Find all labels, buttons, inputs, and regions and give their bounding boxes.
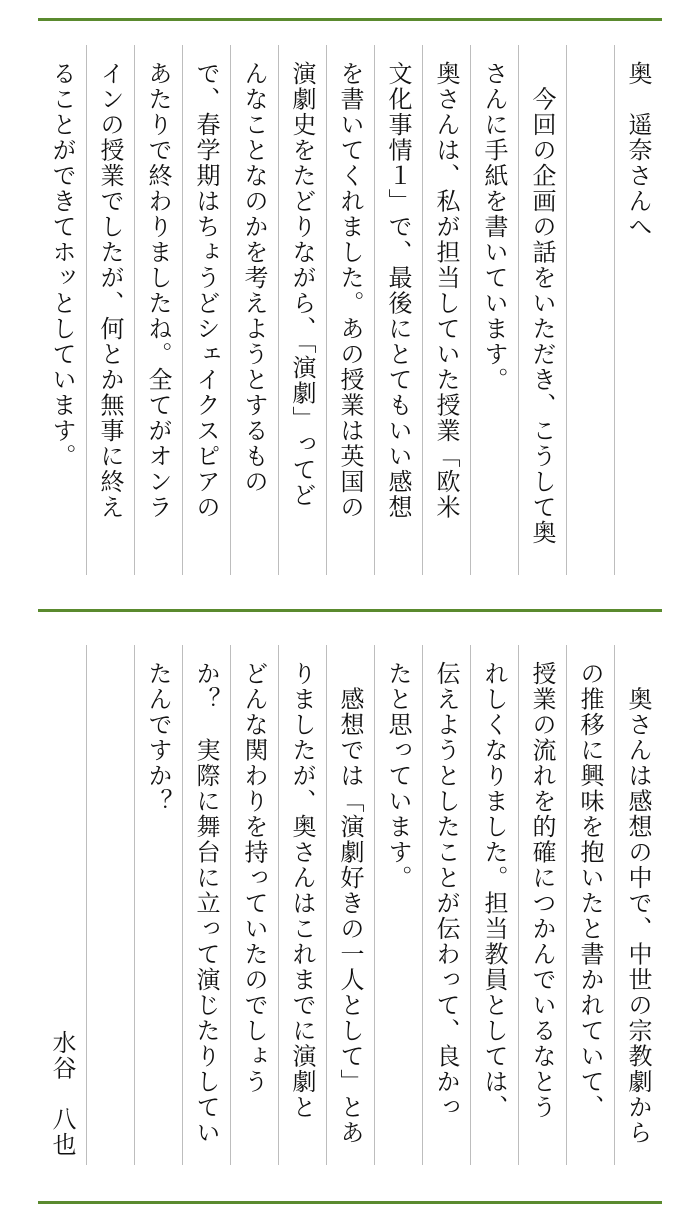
text-column: インの授業でしたが、何とか無事に終え xyxy=(86,45,134,575)
text-column: 文化事情１」で、最後にとてもいい感想 xyxy=(374,45,422,575)
text-column: の推移に興味を抱いたと書かれていて、 xyxy=(566,645,614,1165)
text-column: 授業の流れを的確につかんでいるなとう xyxy=(518,645,566,1165)
text-column: を書いてくれました。あの授業は英国の xyxy=(326,45,374,575)
text-column: 今回の企画の話をいただき、こうして奥 xyxy=(518,45,566,575)
addressee-line: 奥 遥奈さんへ xyxy=(614,45,662,575)
letter-section-2 xyxy=(38,645,662,1165)
text-column: 奥さんは、私が担当していた授業「欧米 xyxy=(422,45,470,575)
text-column: で、春学期はちょうどシェイクスピアの xyxy=(182,45,230,575)
text-column: たと思っています。 xyxy=(374,645,422,1165)
text-column: れしくなりました。担当教員としては、 xyxy=(470,645,518,1165)
text-column: たんですか？ xyxy=(134,645,182,1165)
text-column: か？ 実際に舞台に立って演じたりしてい xyxy=(182,645,230,1165)
text-column: 奥さんは感想の中で、中世の宗教劇から xyxy=(614,645,662,1165)
text-column: んなことなのかを考えようとするもの xyxy=(230,45,278,575)
signature-line: 水谷 八也 xyxy=(48,1029,76,1157)
top-divider xyxy=(38,18,662,21)
bottom-divider xyxy=(38,1201,662,1204)
text-column: りましたが、奥さんはこれまでに演劇と xyxy=(278,645,326,1165)
text-column xyxy=(86,645,134,1165)
text-column: さんに手紙を書いています。 xyxy=(470,45,518,575)
text-column: ることができてホッとしています。 xyxy=(48,61,76,469)
text-column: 伝えようとしたことが伝わって、良かっ xyxy=(422,645,470,1165)
text-column: あたりで終わりましたね。全てがオンラ xyxy=(134,45,182,575)
text-column: どんな関わりを持っていたのでしょう xyxy=(230,645,278,1165)
text-column: 演劇史をたどりながら、「演劇」ってど xyxy=(278,45,326,575)
middle-divider xyxy=(38,609,662,612)
text-column: 感想では「演劇好きの一人として」とあ xyxy=(326,645,374,1165)
text-column xyxy=(566,45,614,575)
letter-section-1 xyxy=(38,45,662,575)
